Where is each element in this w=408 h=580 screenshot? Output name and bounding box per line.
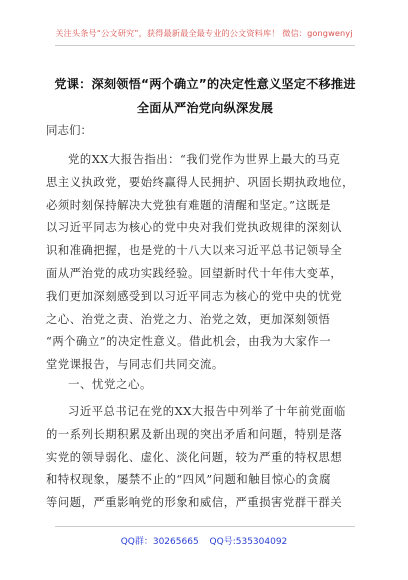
paragraph-line: 以习近平同志为核心的党中央对我们党执政规律的深刻认 — [46, 221, 343, 235]
footer-divider — [55, 526, 355, 527]
paragraph-line: 党的XX大报告指出：“我们党作为世界上最大的马克 — [68, 153, 341, 166]
footer-qq-group: QQ群：30265665 — [120, 537, 199, 547]
section-heading-1: 一、忧党之心。 — [68, 377, 152, 391]
paragraph-line: 等问题，严重影响党的形象和威信，严重损害党群干群关 — [46, 496, 343, 510]
paragraph-line: 堂党课报告，与同志们共同交流。 — [46, 358, 224, 372]
paragraph-line: 面从严治党的成功实践经验。回望新时代十年伟大变革， — [46, 266, 343, 280]
paragraph-line: 必须时刻保持解决大党独有难题的清醒和坚定。”这既是 — [46, 198, 332, 212]
document-title — [40, 72, 370, 120]
paragraph-line: “两个确立”的决定性意义。借此机会，由我为大家作一 — [46, 335, 332, 349]
paragraph-line: 实党的领导弱化、虚化、淡化问题，较为严重的特权思想 — [46, 450, 343, 464]
paragraph-line: 思主义执政党，要始终赢得人民拥护、巩固长期执政地位， — [46, 175, 355, 189]
header-divider — [55, 45, 355, 46]
salutation: 同志们： — [46, 123, 92, 137]
paragraph-line: 识和准确把握，也是党的十八大以来习近平总书记领导全 — [46, 244, 343, 258]
paragraph-line: 的一系列长期积累及新出现的突出矛盾和问题，特别是落 — [46, 427, 343, 441]
paragraph-line: 之心、治党之责、治党之力、治党之效，更加深刻领悟 — [46, 312, 331, 326]
footer-banner — [0, 534, 408, 547]
footer-qq-number: QQ号:535304092 — [209, 537, 288, 547]
paragraph-line: 我们更加深刻感受到以习近平同志为核心的党中央的忧党 — [46, 289, 343, 303]
paragraph-intro — [46, 149, 364, 377]
paragraph-line: 习近平总书记在党的XX大报告中列举了十年前党面临 — [68, 405, 346, 418]
document-title-line-1: 党课：深刻领悟“两个确立”的决定性意义坚定不移推进 — [54, 77, 356, 91]
header-banner: 关注头条号“公文研究”，获得最新最全最专业的公文资料库！ 微信：gongwenyj — [55, 28, 353, 38]
paragraph-line: 和特权现象，屡禁不止的“四风”问题和触目惊心的贪腐 — [46, 473, 332, 487]
document-title-line-2: 全面从严治党向纵深发展 — [136, 101, 274, 115]
paragraph-section-1 — [46, 401, 364, 515]
